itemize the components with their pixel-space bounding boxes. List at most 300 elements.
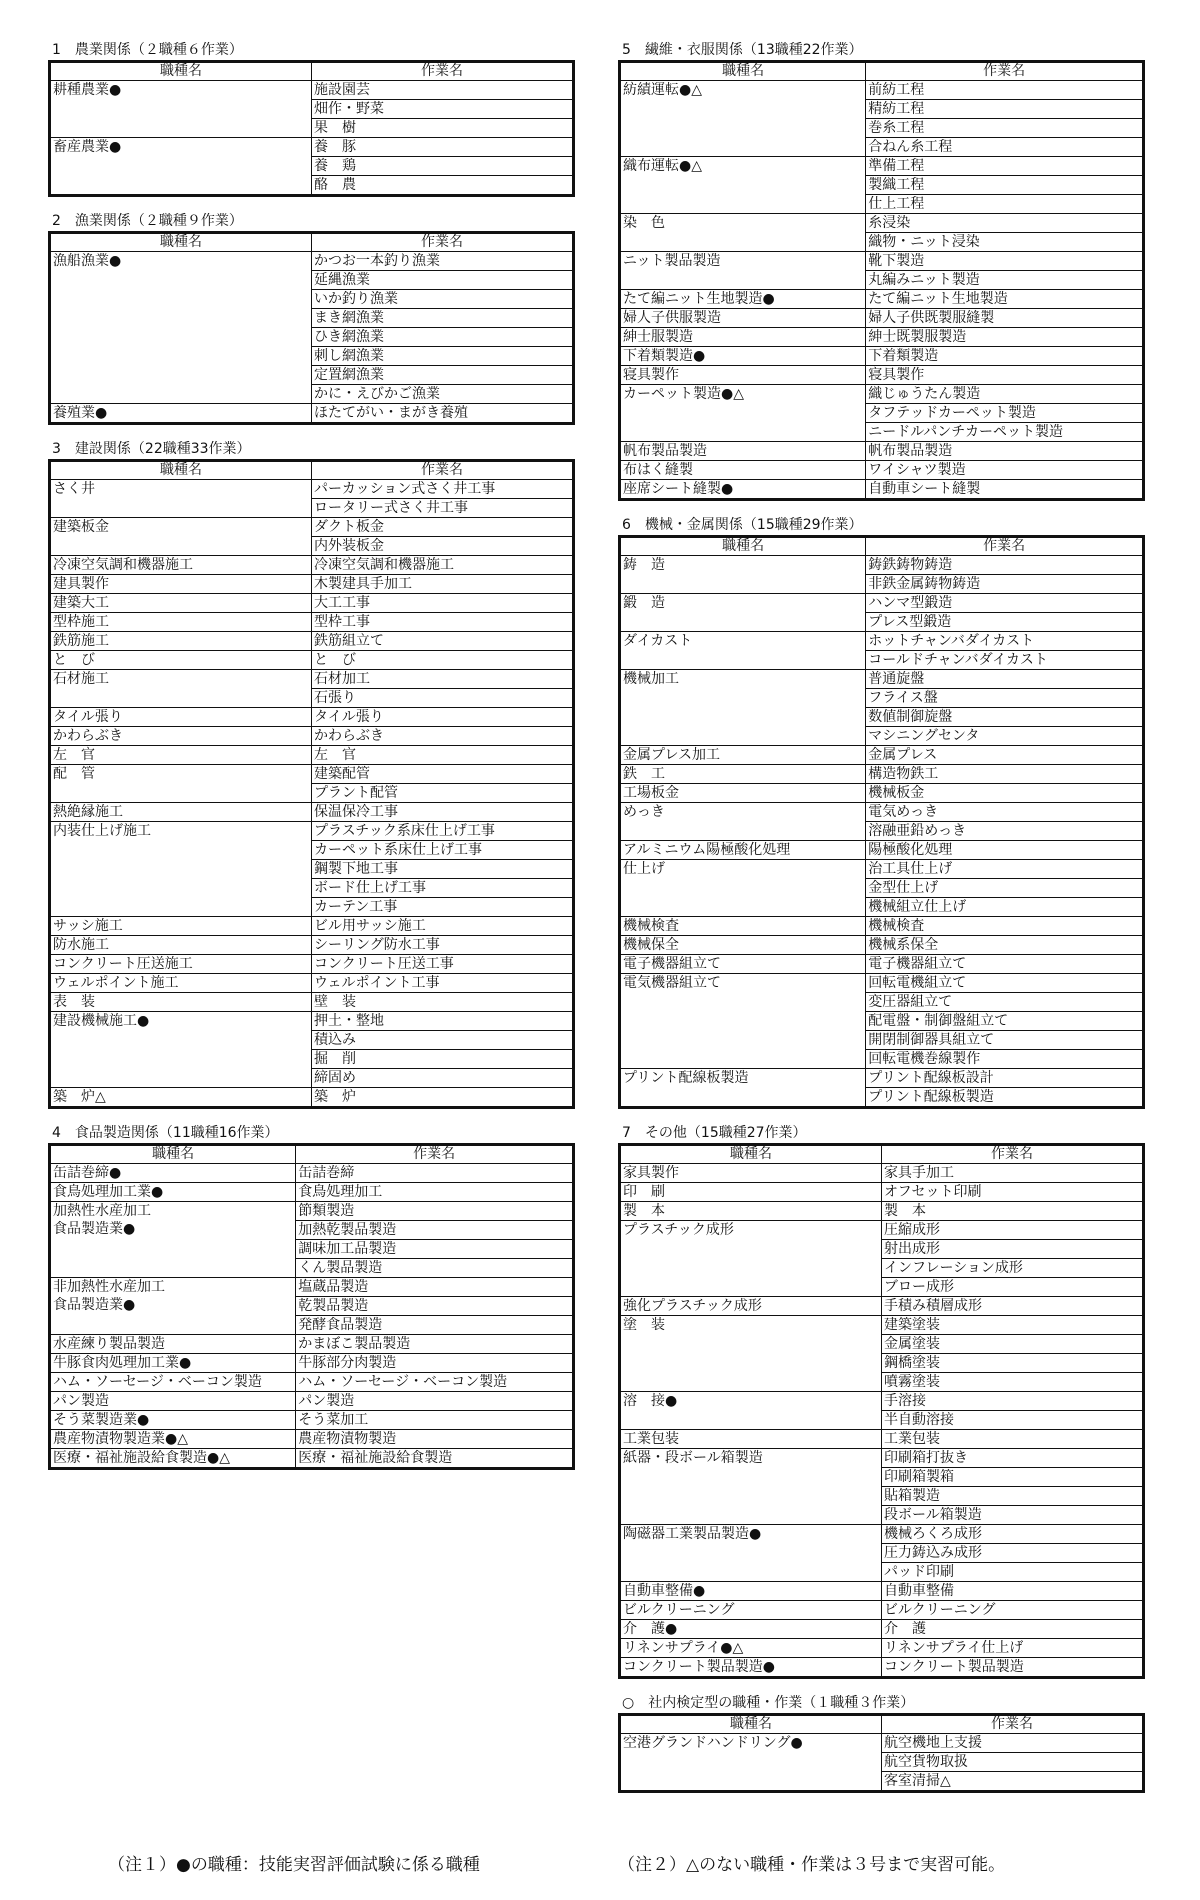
occupation-table bbox=[48, 459, 575, 1109]
table-row bbox=[50, 936, 574, 955]
table-row bbox=[620, 1430, 1144, 1449]
table-row bbox=[50, 1278, 574, 1297]
table-row bbox=[620, 1202, 1144, 1221]
job-name-cell bbox=[50, 1392, 296, 1411]
table-row bbox=[620, 461, 1144, 480]
category-section bbox=[48, 211, 575, 425]
work-name-cell: 噴霧塗装 bbox=[882, 1373, 1144, 1392]
work-name-cell: いか釣り漁業 bbox=[312, 290, 574, 309]
work-name-cell: 金属塗装 bbox=[882, 1335, 1144, 1354]
work-name-cell: ニードルパンチカーペット製造 bbox=[866, 423, 1144, 442]
occupation-table bbox=[618, 1713, 1145, 1793]
job-name-cell bbox=[620, 784, 866, 803]
table-row bbox=[620, 1734, 1144, 1753]
work-name-cell: 型枠工事 bbox=[312, 613, 574, 632]
job-name-text: リネンサプライ●△ bbox=[623, 1640, 744, 1656]
work-name-cell: 合ねん糸工程 bbox=[866, 138, 1144, 157]
work-name-cell: まき網漁業 bbox=[312, 309, 574, 328]
table-row bbox=[620, 442, 1144, 461]
table-row bbox=[50, 81, 574, 100]
work-name-cell: 機械組立仕上げ bbox=[866, 898, 1144, 917]
occupation-table bbox=[48, 60, 575, 197]
table-row bbox=[50, 594, 574, 613]
work-name-cell: 積込み bbox=[312, 1031, 574, 1050]
job-name-cell bbox=[50, 1411, 296, 1430]
job-name-text: パン製造 bbox=[53, 1393, 109, 1409]
table-row bbox=[50, 1373, 574, 1392]
table-row bbox=[620, 670, 1144, 689]
job-name-text: 水産練り製品製造 bbox=[53, 1336, 165, 1352]
table-row bbox=[50, 1088, 574, 1108]
job-name-text: 鉄筋施工 bbox=[53, 633, 109, 649]
job-name-cell bbox=[620, 385, 866, 442]
job-name-text: ハム・ソーセージ・ベーコン製造 bbox=[53, 1374, 262, 1390]
job-name-text: 婦人子供服製造 bbox=[623, 310, 721, 326]
job-name-text: 漁船漁業● bbox=[53, 253, 122, 269]
job-name-cell bbox=[620, 157, 866, 214]
work-name-cell: 寝具製作 bbox=[866, 366, 1144, 385]
job-name-text: 防水施工 bbox=[53, 937, 109, 953]
job-name-cell bbox=[50, 936, 312, 955]
header-job-name: 職種名 bbox=[50, 1145, 296, 1164]
job-name-text: 仕上げ bbox=[623, 861, 665, 877]
work-name-cell: ブロー成形 bbox=[882, 1278, 1144, 1297]
job-name-cell bbox=[620, 594, 866, 632]
job-name-cell bbox=[50, 670, 312, 708]
work-name-cell: 食鳥処理加工 bbox=[296, 1183, 574, 1202]
job-name-cell bbox=[50, 404, 312, 424]
work-name-cell: パン製造 bbox=[296, 1392, 574, 1411]
section-title: 6 機械・金属関係（15職種29作業） bbox=[622, 517, 863, 533]
work-name-cell: カーテン工事 bbox=[312, 898, 574, 917]
work-name-cell: 缶詰巻締 bbox=[296, 1164, 574, 1183]
work-name-cell: そう菜加工 bbox=[296, 1411, 574, 1430]
work-name-cell: プリント配線板製造 bbox=[866, 1088, 1144, 1108]
job-name-cell bbox=[50, 1430, 296, 1449]
work-name-cell: 圧縮成形 bbox=[882, 1221, 1144, 1240]
work-name-cell: たて編ニット生地製造 bbox=[866, 290, 1144, 309]
work-name-cell: 養 豚 bbox=[312, 138, 574, 157]
job-name-cell bbox=[50, 480, 312, 518]
work-name-cell: 普通旋盤 bbox=[866, 670, 1144, 689]
job-name-cell bbox=[620, 746, 866, 765]
work-name-cell: かわらぶき bbox=[312, 727, 574, 746]
table-row bbox=[50, 556, 574, 575]
work-name-cell: 大工工事 bbox=[312, 594, 574, 613]
job-name-text: 非加熱性水産加工 bbox=[53, 1279, 165, 1295]
job-name-cell bbox=[620, 632, 866, 670]
job-name-cell bbox=[50, 1164, 296, 1183]
category-section bbox=[618, 40, 1145, 501]
job-name-cell bbox=[620, 1164, 882, 1183]
footnote-1: （注１）●の職種：技能実習評価試験に係る職種 bbox=[108, 1855, 480, 1875]
table-row bbox=[50, 670, 574, 689]
header-work-name: 作業名 bbox=[296, 1145, 574, 1164]
work-name-cell: 織じゅうたん製造 bbox=[866, 385, 1144, 404]
job-name-cell bbox=[620, 670, 866, 746]
table-row bbox=[50, 974, 574, 993]
work-name-cell: 帆布製品製造 bbox=[866, 442, 1144, 461]
work-name-cell: 手溶接 bbox=[882, 1392, 1144, 1411]
work-name-cell: 工業包装 bbox=[882, 1430, 1144, 1449]
job-name-text: 家具製作 bbox=[623, 1165, 679, 1181]
job-name-text: 座席シート縫製● bbox=[623, 481, 734, 497]
header-job-name: 職種名 bbox=[50, 233, 312, 252]
job-name-text: 電子機器組立て bbox=[623, 956, 721, 972]
table-row bbox=[50, 746, 574, 765]
work-name-cell: 鋼橋塗装 bbox=[882, 1354, 1144, 1373]
table-row bbox=[50, 727, 574, 746]
job-name-cell bbox=[620, 1449, 882, 1525]
work-name-cell: ハム・ソーセージ・ベーコン製造 bbox=[296, 1373, 574, 1392]
work-name-cell: 航空貨物取扱 bbox=[882, 1753, 1144, 1772]
work-name-cell: 機械板金 bbox=[866, 784, 1144, 803]
work-name-cell: 定置網漁業 bbox=[312, 366, 574, 385]
job-name-text: と び bbox=[53, 652, 95, 668]
job-name-text: 印 刷 bbox=[623, 1184, 665, 1200]
work-name-cell: ダクト板金 bbox=[312, 518, 574, 537]
table-row bbox=[620, 328, 1144, 347]
job-name-text: 染 色 bbox=[623, 215, 665, 231]
job-name-text: 溶 接● bbox=[623, 1393, 678, 1409]
work-name-cell: 半自動溶接 bbox=[882, 1411, 1144, 1430]
table-row bbox=[620, 252, 1144, 271]
job-name-cell bbox=[620, 290, 866, 309]
table-row bbox=[620, 1164, 1144, 1183]
job-name-text: 紳士服製造 bbox=[623, 329, 693, 345]
job-name-text: 加熱性水産加工 bbox=[53, 1203, 151, 1219]
work-name-cell: 丸編みニット製造 bbox=[866, 271, 1144, 290]
job-name-cell bbox=[50, 518, 312, 556]
work-name-cell: 精紡工程 bbox=[866, 100, 1144, 119]
section-title: 1 農業関係（２職種６作業） bbox=[52, 42, 243, 58]
job-name-text: 食品製造業● bbox=[53, 1297, 136, 1313]
job-name-cell bbox=[620, 1639, 882, 1658]
job-name-cell bbox=[620, 1734, 882, 1792]
job-name-text: カーペット製造●△ bbox=[623, 386, 744, 402]
job-name-text: めっき bbox=[623, 804, 665, 820]
job-name-cell bbox=[620, 252, 866, 290]
table-row bbox=[50, 708, 574, 727]
job-name-cell bbox=[50, 1202, 296, 1278]
header-job-name: 職種名 bbox=[620, 1715, 882, 1734]
work-name-cell: 木製建具手加工 bbox=[312, 575, 574, 594]
table-row bbox=[620, 746, 1144, 765]
job-name-cell bbox=[620, 765, 866, 784]
job-name-cell bbox=[50, 993, 312, 1012]
job-name-cell bbox=[620, 1297, 882, 1316]
work-name-cell: 準備工程 bbox=[866, 157, 1144, 176]
work-name-cell: 婦人子供既製服縫製 bbox=[866, 309, 1144, 328]
table-row bbox=[50, 765, 574, 784]
header-work-name: 作業名 bbox=[312, 62, 574, 81]
work-name-cell: かまぼこ製品製造 bbox=[296, 1335, 574, 1354]
table-row bbox=[620, 632, 1144, 651]
work-name-cell: 機械ろくろ成形 bbox=[882, 1525, 1144, 1544]
job-name-text: 耕種農業● bbox=[53, 82, 122, 98]
table-row bbox=[50, 1183, 574, 1202]
table-row bbox=[620, 480, 1144, 500]
work-name-cell: 回転電機巻線製作 bbox=[866, 1050, 1144, 1069]
work-name-cell: 変圧器組立て bbox=[866, 993, 1144, 1012]
job-name-cell bbox=[50, 632, 312, 651]
header-job-name: 職種名 bbox=[50, 461, 312, 480]
occupation-table bbox=[618, 535, 1145, 1109]
category-section bbox=[618, 1693, 1145, 1793]
table-row bbox=[50, 1012, 574, 1031]
work-name-cell: 航空機地上支援 bbox=[882, 1734, 1144, 1753]
header-work-name: 作業名 bbox=[312, 233, 574, 252]
job-name-cell bbox=[50, 252, 312, 404]
section-title: 4 食品製造関係（11職種16作業） bbox=[52, 1125, 279, 1141]
work-name-cell: かに・えびかご漁業 bbox=[312, 385, 574, 404]
work-name-cell: 電気めっき bbox=[866, 803, 1144, 822]
category-section bbox=[618, 515, 1145, 1109]
work-name-cell: コンクリート圧送工事 bbox=[312, 955, 574, 974]
work-name-cell: プラント配管 bbox=[312, 784, 574, 803]
table-row bbox=[620, 81, 1144, 100]
table-row bbox=[620, 556, 1144, 575]
job-name-text: かわらぶき bbox=[53, 728, 123, 744]
work-name-cell: 糸浸染 bbox=[866, 214, 1144, 233]
job-name-text: そう菜製造業● bbox=[53, 1412, 150, 1428]
work-name-cell: 掘 削 bbox=[312, 1050, 574, 1069]
job-name-cell bbox=[50, 1278, 296, 1335]
work-name-cell: 製 本 bbox=[882, 1202, 1144, 1221]
work-name-cell: 治工具仕上げ bbox=[866, 860, 1144, 879]
work-name-cell: 養 鶏 bbox=[312, 157, 574, 176]
job-name-cell bbox=[620, 1525, 882, 1582]
work-name-cell: 印刷箱打抜き bbox=[882, 1449, 1144, 1468]
work-name-cell: 建築塗装 bbox=[882, 1316, 1144, 1335]
table-row bbox=[50, 955, 574, 974]
job-name-cell bbox=[50, 1335, 296, 1354]
table-row bbox=[50, 651, 574, 670]
section-title: 2 漁業関係（２職種９作業） bbox=[52, 213, 243, 229]
job-name-text: 建具製作 bbox=[53, 576, 109, 592]
category-section bbox=[48, 439, 575, 1109]
work-name-cell: 左 官 bbox=[312, 746, 574, 765]
work-name-cell: 施設園芸 bbox=[312, 81, 574, 100]
work-name-cell: かつお一本釣り漁業 bbox=[312, 252, 574, 271]
table-row bbox=[620, 860, 1144, 879]
work-name-cell: プラスチック系床仕上げ工事 bbox=[312, 822, 574, 841]
job-name-text: ニット製品製造 bbox=[623, 253, 721, 269]
section-title: 7 その他（15職種27作業） bbox=[622, 1125, 807, 1141]
job-name-text: 建設機械施工● bbox=[53, 1013, 150, 1029]
work-name-cell: 数値制御旋盤 bbox=[866, 708, 1144, 727]
job-name-text: 養殖業● bbox=[53, 405, 108, 421]
table-row bbox=[620, 936, 1144, 955]
work-name-cell: 回転電機組立て bbox=[866, 974, 1144, 993]
job-name-text: 紙器・段ボール箱製造 bbox=[623, 1450, 763, 1466]
job-name-text: ダイカスト bbox=[623, 633, 693, 649]
job-name-cell bbox=[620, 442, 866, 461]
job-name-text: 紡績運転●△ bbox=[623, 82, 702, 98]
left-column bbox=[48, 40, 575, 1484]
job-name-cell bbox=[620, 461, 866, 480]
work-name-cell: 締固め bbox=[312, 1069, 574, 1088]
table-row bbox=[620, 1582, 1144, 1601]
work-name-cell: 陽極酸化処理 bbox=[866, 841, 1144, 860]
work-name-cell: コンクリート製品製造 bbox=[882, 1658, 1144, 1678]
job-name-cell bbox=[620, 1221, 882, 1297]
job-name-cell bbox=[620, 214, 866, 252]
table-row bbox=[620, 1069, 1144, 1088]
work-name-cell: 段ボール箱製造 bbox=[882, 1506, 1144, 1525]
job-name-cell bbox=[620, 974, 866, 1069]
job-name-text: 布はく縫製 bbox=[623, 462, 693, 478]
work-name-cell: 鉄筋組立て bbox=[312, 632, 574, 651]
job-name-text: ウェルポイント施工 bbox=[53, 975, 179, 991]
job-name-cell bbox=[620, 1430, 882, 1449]
work-name-cell: 保温保冷工事 bbox=[312, 803, 574, 822]
work-name-cell: 電子機器組立て bbox=[866, 955, 1144, 974]
table-row bbox=[620, 803, 1144, 822]
job-name-text: 機械保全 bbox=[623, 937, 679, 953]
table-row bbox=[620, 157, 1144, 176]
job-name-cell bbox=[620, 1601, 882, 1620]
work-name-cell: と び bbox=[312, 651, 574, 670]
job-name-text: サッシ施工 bbox=[53, 918, 123, 934]
job-name-cell bbox=[620, 309, 866, 328]
work-name-cell: 刺し網漁業 bbox=[312, 347, 574, 366]
work-name-cell: カーペット系床仕上げ工事 bbox=[312, 841, 574, 860]
job-name-cell bbox=[620, 366, 866, 385]
table-row bbox=[50, 1430, 574, 1449]
occupation-table bbox=[618, 1143, 1145, 1679]
job-name-text: 冷凍空気調和機器施工 bbox=[53, 557, 193, 573]
work-name-cell: 手積み積層成形 bbox=[882, 1297, 1144, 1316]
table-row bbox=[620, 1449, 1144, 1468]
table-row bbox=[50, 1411, 574, 1430]
job-name-text: 機械検査 bbox=[623, 918, 679, 934]
table-row bbox=[620, 1221, 1144, 1240]
job-name-cell bbox=[620, 841, 866, 860]
job-name-cell bbox=[620, 81, 866, 157]
work-name-cell: 製織工程 bbox=[866, 176, 1144, 195]
table-row bbox=[620, 1620, 1144, 1639]
work-name-cell: ホットチャンバダイカスト bbox=[866, 632, 1144, 651]
table-row bbox=[620, 1392, 1144, 1411]
work-name-cell: タイル張り bbox=[312, 708, 574, 727]
work-name-cell: 靴下製造 bbox=[866, 252, 1144, 271]
work-name-cell: 下着類製造 bbox=[866, 347, 1144, 366]
section-title: 5 繊維・衣服関係（13職種22作業） bbox=[622, 42, 863, 58]
table-row bbox=[620, 917, 1144, 936]
job-name-cell bbox=[620, 1392, 882, 1430]
work-name-cell: 節類製造 bbox=[296, 1202, 574, 1221]
work-name-cell: 石張り bbox=[312, 689, 574, 708]
table-row bbox=[620, 214, 1144, 233]
job-name-text: 下着類製造● bbox=[623, 348, 706, 364]
table-row bbox=[50, 480, 574, 499]
job-name-cell bbox=[620, 347, 866, 366]
table-row bbox=[620, 347, 1144, 366]
work-name-cell: 冷凍空気調和機器施工 bbox=[312, 556, 574, 575]
occupation-table bbox=[48, 231, 575, 425]
occupation-table bbox=[48, 1143, 575, 1470]
job-name-cell bbox=[50, 575, 312, 594]
header-work-name: 作業名 bbox=[866, 537, 1144, 556]
work-name-cell: ビルクリーニング bbox=[882, 1601, 1144, 1620]
work-name-cell: 建築配管 bbox=[312, 765, 574, 784]
job-name-cell bbox=[620, 917, 866, 936]
work-name-cell: 機械系保全 bbox=[866, 936, 1144, 955]
job-name-text: 寝具製作 bbox=[623, 367, 679, 383]
work-name-cell: 介 護 bbox=[882, 1620, 1144, 1639]
right-column bbox=[618, 40, 1145, 1807]
footnote-2: （注２）△のない職種・作業は３号まで実習可能。 bbox=[618, 1855, 1006, 1875]
job-name-text: コンクリート製品製造● bbox=[623, 1659, 775, 1675]
header-work-name: 作業名 bbox=[882, 1715, 1144, 1734]
table-row bbox=[620, 1601, 1144, 1620]
section-title: ○ 社内検定型の職種・作業（１職種３作業） bbox=[622, 1695, 915, 1711]
work-name-cell: シーリング防水工事 bbox=[312, 936, 574, 955]
job-name-text: 塗 装 bbox=[623, 1317, 665, 1333]
job-name-text: 配 管 bbox=[53, 766, 95, 782]
job-name-cell bbox=[620, 936, 866, 955]
job-name-text: 鍛 造 bbox=[623, 595, 665, 611]
table-row bbox=[50, 613, 574, 632]
job-name-text: たて編ニット生地製造● bbox=[623, 291, 775, 307]
table-row bbox=[50, 1164, 574, 1183]
job-name-cell bbox=[620, 1658, 882, 1678]
table-row bbox=[50, 518, 574, 537]
job-name-cell bbox=[50, 727, 312, 746]
job-name-cell bbox=[620, 1582, 882, 1601]
table-row bbox=[50, 138, 574, 157]
table-row bbox=[50, 1202, 574, 1221]
work-name-cell: 印刷箱製箱 bbox=[882, 1468, 1144, 1487]
work-name-cell: 医療・福祉施設給食製造 bbox=[296, 1449, 574, 1469]
table-row bbox=[620, 1183, 1144, 1202]
job-name-cell bbox=[50, 708, 312, 727]
work-name-cell: 酪 農 bbox=[312, 176, 574, 196]
job-name-cell bbox=[50, 803, 312, 822]
job-name-text: 医療・福祉施設給食製造●△ bbox=[53, 1450, 230, 1466]
job-name-text: 農産物漬物製造業●△ bbox=[53, 1431, 188, 1447]
table-row bbox=[620, 841, 1144, 860]
work-name-cell: 鋳鉄鋳物鋳造 bbox=[866, 556, 1144, 575]
table-row bbox=[620, 366, 1144, 385]
job-name-cell bbox=[50, 955, 312, 974]
job-name-text: 内装仕上げ施工 bbox=[53, 823, 151, 839]
work-name-cell: 発酵食品製造 bbox=[296, 1316, 574, 1335]
job-name-text: 金属プレス加工 bbox=[623, 747, 721, 763]
work-name-cell: 延縄漁業 bbox=[312, 271, 574, 290]
work-name-cell: 機械検査 bbox=[866, 917, 1144, 936]
header-job-name: 職種名 bbox=[620, 62, 866, 81]
table-row bbox=[50, 993, 574, 1012]
occupation-table bbox=[618, 60, 1145, 501]
job-name-text: 陶磁器工業製品製造● bbox=[623, 1526, 762, 1542]
job-name-cell bbox=[50, 1012, 312, 1088]
job-name-cell bbox=[620, 328, 866, 347]
job-name-cell bbox=[620, 480, 866, 500]
job-name-text: 自動車整備● bbox=[623, 1583, 706, 1599]
work-name-cell: 押土・整地 bbox=[312, 1012, 574, 1031]
job-name-text: 工業包装 bbox=[623, 1431, 679, 1447]
job-name-text: 空港グランドハンドリング● bbox=[623, 1735, 803, 1751]
table-row bbox=[50, 252, 574, 271]
work-name-cell: 調味加工品製造 bbox=[296, 1240, 574, 1259]
job-name-text: 強化プラスチック成形 bbox=[623, 1298, 762, 1314]
job-name-cell bbox=[50, 917, 312, 936]
work-name-cell: 織物・ニット浸染 bbox=[866, 233, 1144, 252]
table-row bbox=[50, 822, 574, 841]
work-name-cell: 乾製品製造 bbox=[296, 1297, 574, 1316]
